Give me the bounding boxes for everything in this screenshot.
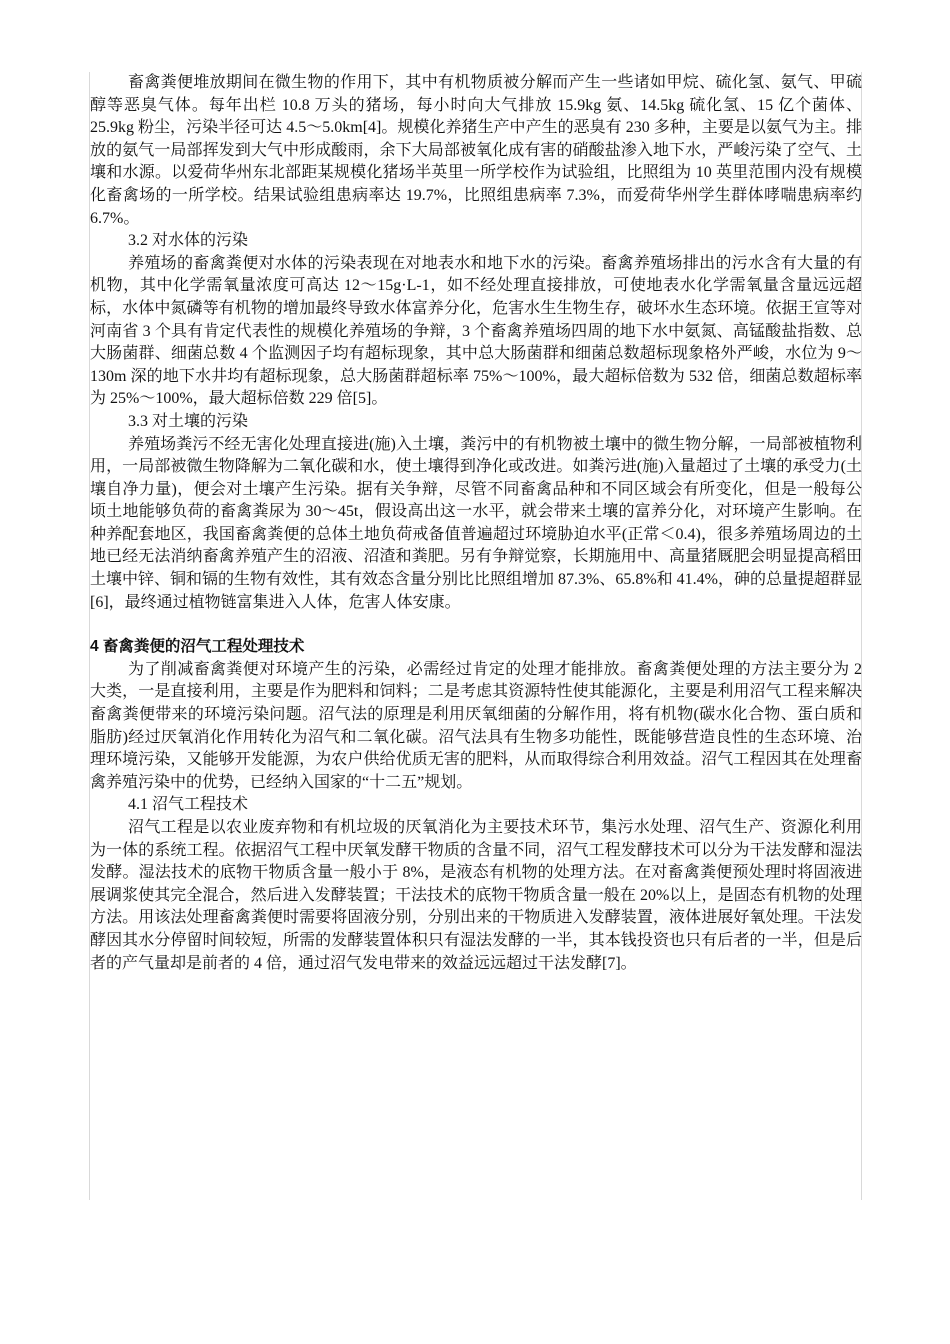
subheading-biogas-technology: 4.1 沼气工程技术 <box>128 796 249 814</box>
subheading-soil-pollution: 3.3 对土壤的污染 <box>128 412 249 430</box>
paragraph-biogas-technology: 沼气工程是以农业废弃物和有机垃圾的厌氧消化为主要技术环节，集污水处理、沼气生产、资源化利用为一体的系统工程。依据沼气工程中厌氧发酵干物质的含量不同，沼气工程发酵技术可以分为干法发酵和湿法发酵。湿法技术的底物干物质含量一般小于 8%，是液态有机物的处理方法。在对畜禽粪便预处理时将固液进展调浆使其完全混合，然后进入发酵装置；干法技术的底物干物质含量一般在 20%以上，是固态有机物的处理方法。用该法处理畜禽粪便时需要将固液分别，分别出来的干物质进入发酵装置，液体进展好氧处理。干法发酵因其水分停留时间较短，所需的发酵装置体积只有湿法发酵的一半，其本钱投资也只有后者的一半，但是后者的产气量却是前者的 4 倍，通过沼气发电带来的效益远远超过干法发酵[7]。 <box>90 819 862 972</box>
section-title: 4 畜禽粪便的沼气工程处理技术 <box>90 638 305 656</box>
subheading-water-pollution: 3.2 对水体的污染 <box>128 232 249 250</box>
blank-line <box>90 614 862 636</box>
paragraph-biogas-intro: 为了削减畜禽粪便对环境产生的污染，必需经过肯定的处理才能排放。畜禽粪便处理的方法主要分为 2 大类，一是直接利用，主要是作为肥料和饲料；二是考虑其资源特性使其能源化，主要是利用沼气工程来解决畜禽粪便带来的环境污染问题。沼气法的原理是利用厌氧细菌的分解作用，将有机物(碳水化合物、蛋白质和脂肪)经过厌氧消化作用转化为沼气和二氧化碳。沼气法具有生物多功能性，既能够营造良性的生态环境、治理环境污染，又能够开发能源，为农户供给优质无害的肥料，从而取得综合利用效益。沼气工程因其在处理畜禽养殖污染中的优势，已经纳入国家的“十二五”规划。 <box>90 660 862 791</box>
document-body <box>90 72 862 975</box>
paragraph-soil-pollution: 养殖场粪污不经无害化处理直接进(施)入土壤，粪污中的有机物被土壤中的微生物分解，一局部被植物利用，一局部被微生物降解为二氧化碳和水，使土壤得到净化或改进。如粪污进(施)入量超过了土壤的承受力(土壤自净力量)，便会对土壤产生污染。据有关争辩，尽管不同畜禽品种和不同区域会有所变化，但是一般每公顷土地能够负荷的畜禽粪尿为 30～45t，假设高出这一水平，就会带来土壤的富养分化，对环境产生影响。在种养配套地区，我国畜禽粪便的总体土地负荷戒备值普遍超过环境胁迫水平(正常＜0.4)，很多养殖场周边的土地已经无法消纳畜禽养殖产生的沼液、沼渣和粪肥。另有争辩觉察，长期施用中、高量猪厩肥会明显提高稻田土壤中锌、铜和镉的生物有效性，其有效态含量分别比比照组增加 87.3%、65.8%和 41.4%，砷的总量提超群显[6]，最终通过植物链富集进入人体，危害人体安康。 <box>90 435 862 611</box>
paragraph-air-pollution: 畜禽粪便堆放期间在微生物的作用下，其中有机物质被分解而产生一些诸如甲烷、硫化氢、氨气、甲硫醇等恶臭气体。每年出栏 10.8 万头的猪场，每小时向大气排放 15.9kg 氨、14.5kg 硫化氢、15 亿个菌体、25.9kg 粉尘，污染半径可达 4.5～5.0km[4]。规模化养猪生产中产生的恶臭有 230 多种，主要是以氨气为主。排放的氨气一局部挥发到大气中形成酸雨，余下大局部被氧化成有害的硝酸盐渗入地下水，严峻污染了空气、土壤和水源。以爱荷华州东北部距某规模化猪场半英里一所学校作为试验组，比照组为 10 英里范围内没有规模化畜禽场的一所学校。结果试验组患病率达 19.7%，比照组患病率 7.3%，而爱荷华州学生群体哮喘患病率约 6.7%。 <box>90 74 862 227</box>
paragraph-water-pollution: 养殖场的畜禽粪便对水体的污染表现在对地表水和地下水的污染。畜禽养殖场排出的污水含有大量的有机物，其中化学需氧量浓度可高达 12～15g·L-1，如不经处理直接排放，可使地表水化学需氧量含量远远超标，水体中氮磷等有机物的增加最终导致水体富养分化，危害水生生物生存，破坏水生态环境。依据王宣等对河南省 3 个具有肯定代表性的规模化养殖场的争辩，3 个畜禽养殖场四周的地下水中氨氮、高锰酸盐指数、总大肠菌群、细菌总数 4 个监测因子均有超标现象，其中总大肠菌群和细菌总数超标现象格外严峻，水位为 9～130m 深的地下水井均有超标现象，总大肠菌群超标率 75%～100%，最大超标倍数为 532 倍，细菌总数超标率为 25%～100%，最大超标倍数 229 倍[5]。 <box>90 254 862 408</box>
